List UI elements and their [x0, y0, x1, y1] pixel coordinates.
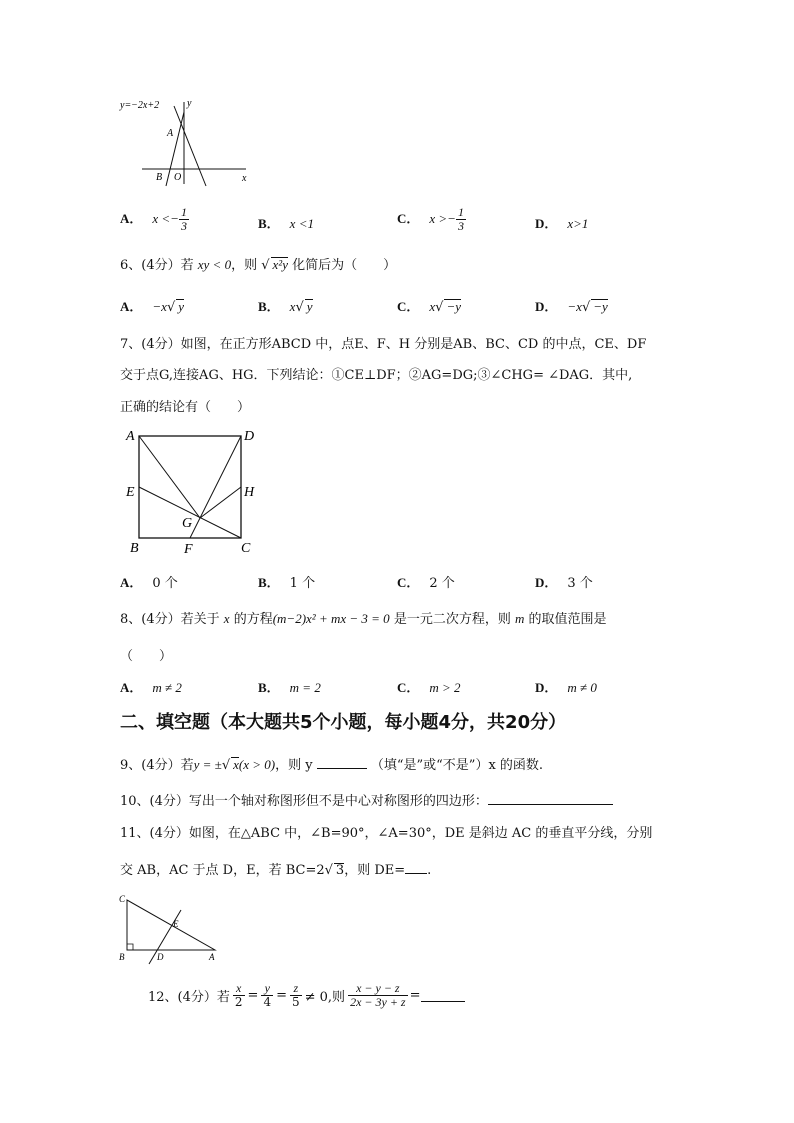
denominator: 4: [263, 995, 272, 1009]
q8-prefix: 8、(4分）若关于: [120, 612, 220, 627]
option-letter: A．: [120, 211, 143, 226]
option-letter: C．: [397, 680, 420, 695]
numerator: z: [290, 982, 302, 996]
q9-mid: ，则 y: [275, 758, 313, 773]
q9-expr-post: (x > 0): [238, 757, 276, 772]
q12-prefix: 12、(4分）若: [148, 990, 230, 1005]
q11-line2-pre: 交 AB，AC 于点 D，E，若 BC=2: [120, 863, 325, 878]
q9-stem: [120, 754, 543, 773]
q8-option-d[interactable]: [535, 677, 597, 696]
q5-axis-x-label: x: [242, 173, 247, 184]
denominator: 3: [180, 219, 187, 233]
q6-mid: ，则: [231, 258, 258, 273]
numerator: x − y − z: [348, 982, 408, 996]
q8-option-c[interactable]: [397, 677, 461, 696]
equals-sign: =: [409, 988, 421, 1003]
q7-line2: 交于点G,连接AG、HG．下列结论：①CE⊥DF；②AG=DG;③∠CHG= ∠DAG．其中,: [120, 368, 633, 383]
option-letter: A．: [120, 680, 143, 695]
q6-prefix: 6、(4分）若: [120, 258, 194, 273]
q5-origin-label: O: [174, 172, 182, 183]
q11-label-c: C: [119, 894, 126, 904]
q7-line1: 7、(4分）如图，在正方形ABCD 中，点E、F、H 分别是AB、BC、CD 的中点，CE、DF: [120, 337, 647, 352]
option-letter: D．: [535, 680, 558, 695]
q12-fraction-z: [290, 982, 302, 1009]
option-text: m ≠ 2: [152, 680, 182, 695]
q12-big-fraction: [348, 982, 408, 1009]
q7-label-b: B: [130, 541, 139, 556]
q12-condition: ≠ 0,则: [304, 990, 346, 1005]
q5-option-a[interactable]: [120, 206, 189, 233]
equals-sign: =: [276, 988, 287, 1003]
option-text: m > 2: [429, 680, 461, 695]
q5-point-a-label: A: [167, 128, 174, 139]
q7-option-b[interactable]: [258, 572, 315, 591]
q8-suffix: 是一元二次方程，则: [393, 612, 511, 627]
q11-label-e: E: [173, 919, 179, 929]
q7-label-h: H: [244, 485, 255, 500]
q8-option-a[interactable]: [120, 677, 182, 696]
denominator: 2x − 3y + z: [350, 995, 406, 1009]
q7-label-a: A: [126, 429, 135, 444]
q6-suffix: 化简后为（ ）: [292, 258, 397, 273]
option-radicand: −y: [593, 299, 608, 314]
q10-text: 10、(4分）写出一个轴对称图形但不是中心对称图形的四边形：: [120, 794, 488, 809]
option-letter: B．: [258, 575, 280, 590]
q10-answer-blank[interactable]: [488, 804, 613, 805]
q12-answer-blank[interactable]: [421, 1001, 465, 1002]
q8-end: 的取值范围是: [528, 612, 607, 627]
option-letter: C．: [397, 575, 420, 590]
option-coef: −x: [567, 299, 582, 314]
q7-label-e: E: [126, 485, 135, 500]
q11-line2-post: ，则 DE=: [344, 863, 406, 878]
option-text: m ≠ 0: [567, 680, 597, 695]
q11-triangle-figure: [115, 890, 225, 972]
option-letter: C．: [397, 299, 420, 314]
option-text: x>1: [567, 216, 589, 231]
option-letter: D．: [535, 575, 558, 590]
q7-label-c: C: [241, 541, 251, 556]
q6-radicand: x²y: [272, 257, 288, 272]
sqrt-sign: √: [435, 300, 444, 315]
q6-option-b[interactable]: [258, 296, 313, 315]
q7-label-f: F: [184, 542, 193, 556]
q5-graph-equation: y=−2x+2: [120, 100, 160, 111]
q7-option-d[interactable]: [535, 572, 593, 591]
option-letter: C．: [397, 211, 420, 226]
q7-line3: 正确的结论有（ ）: [120, 400, 251, 415]
q10-stem: [120, 790, 613, 809]
q12-stem: [148, 982, 465, 1009]
option-letter: D．: [535, 216, 558, 231]
q9-expr-pre: y = ±: [193, 757, 222, 772]
q7-option-c[interactable]: [397, 572, 455, 591]
option-letter: A．: [120, 575, 143, 590]
q5-option-d[interactable]: [535, 213, 588, 232]
option-radicand: −y: [446, 299, 462, 314]
denominator: 3: [457, 219, 464, 233]
denominator: 5: [291, 995, 300, 1009]
sqrt-sign: √: [221, 758, 231, 773]
q11-answer-blank[interactable]: [405, 873, 427, 874]
q11-label-b: B: [119, 952, 125, 962]
q11-label-d: D: [157, 952, 164, 962]
q5-option-c[interactable]: [397, 206, 466, 233]
q5-axis-y-label: y: [187, 98, 192, 109]
numerator: 1: [180, 205, 187, 219]
numerator: 1: [457, 205, 464, 219]
option-letter: B．: [258, 216, 280, 231]
q8-equation: (m−2)x² + mx − 3 = 0: [272, 611, 390, 626]
q6-option-c[interactable]: [397, 296, 461, 315]
numerator: y: [261, 982, 273, 996]
q11-line2-end: .: [427, 863, 432, 878]
numerator: x: [233, 982, 245, 996]
q9-radicand: x: [233, 757, 239, 772]
option-text: 1 个: [289, 576, 316, 591]
option-coef: x: [429, 299, 436, 314]
q9-answer-blank[interactable]: [317, 768, 367, 769]
q7-option-a[interactable]: [120, 572, 178, 591]
q9-suffix: （填“是”或“不是”）x 的函数.: [370, 758, 544, 773]
fraction: [179, 206, 189, 233]
option-coef: −x: [152, 299, 167, 314]
q7-label-g: G: [182, 516, 193, 531]
option-text: x <1: [289, 216, 314, 231]
option-text: 3 个: [567, 576, 593, 591]
sqrt-sign: √: [295, 300, 304, 315]
q7-label-d: D: [244, 429, 255, 444]
equals-sign: =: [247, 988, 259, 1003]
q6-stem: [120, 254, 396, 273]
sqrt-sign: √: [324, 863, 333, 878]
option-text: x <−: [152, 211, 179, 226]
q8-option-b[interactable]: [258, 677, 321, 696]
option-radicand: y: [178, 299, 185, 314]
q12-fraction-y: [261, 982, 273, 1009]
option-text: m = 2: [289, 680, 321, 695]
q5-option-b[interactable]: [258, 213, 314, 232]
option-letter: B．: [258, 680, 280, 695]
sqrt-sign: √: [261, 258, 270, 273]
q6-option-a[interactable]: [120, 296, 184, 315]
denominator: 2: [234, 995, 243, 1009]
q8-line2: （ ）: [120, 649, 173, 664]
option-text: 0 个: [152, 576, 178, 591]
option-letter: A．: [120, 299, 143, 314]
fraction: [456, 206, 466, 233]
q12-fraction-x: [233, 982, 245, 1009]
q11-label-a: A: [209, 952, 215, 962]
section-title-fill-in: 二、填空题（本大题共5个小题，每小题4分，共20分）: [120, 712, 567, 733]
q8-variable: x: [223, 611, 230, 626]
q9-prefix: 9、(4分）若: [120, 758, 194, 773]
q6-option-d[interactable]: [535, 296, 608, 315]
q11-line1: 11、(4分）如图，在△ABC 中，∠B=90°，∠A=30°，DE 是斜边 AC 的垂直平分线，分别: [120, 826, 653, 841]
option-text: 2 个: [429, 576, 455, 591]
option-letter: D．: [535, 299, 558, 314]
q11-line2: [120, 859, 431, 878]
q7-square-figure: [120, 424, 265, 560]
sqrt-sign: √: [166, 300, 176, 315]
option-letter: B．: [258, 299, 280, 314]
q11-radicand: 3: [335, 863, 345, 878]
q5-point-b-label: B: [156, 172, 163, 183]
option-text: x >−: [429, 211, 456, 226]
option-radicand: y: [306, 299, 313, 314]
option-coef: x: [289, 299, 296, 314]
q5-graph: [118, 96, 253, 192]
q8-stem: [120, 608, 607, 627]
q6-condition: xy < 0: [197, 257, 232, 272]
q8-m: m: [514, 611, 525, 626]
sqrt-sign: √: [581, 300, 591, 315]
q8-mid: 的方程: [233, 612, 273, 627]
